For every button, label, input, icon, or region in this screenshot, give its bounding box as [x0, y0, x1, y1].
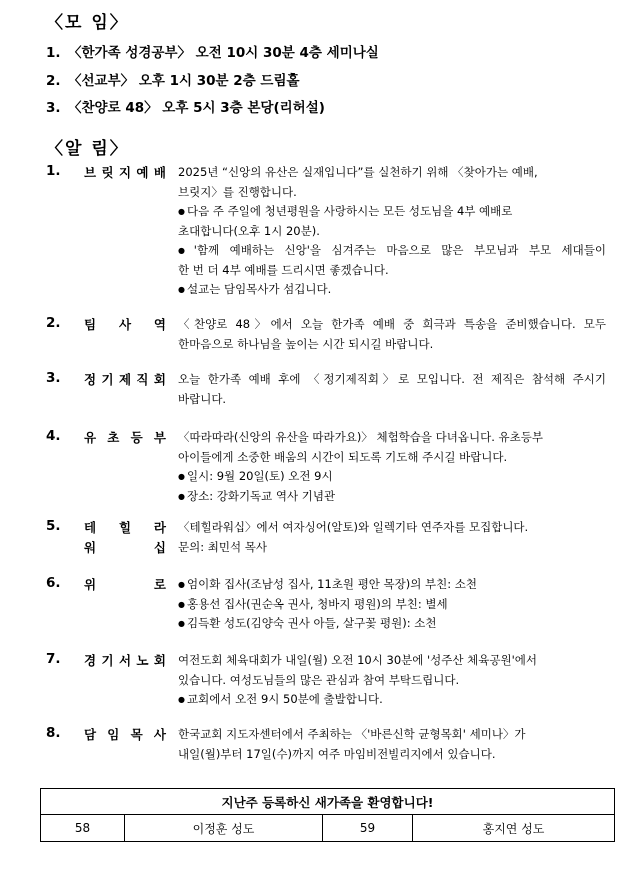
notice-number: 4.	[46, 428, 61, 444]
notice-bullet-line: ● 설교는 담임목사가 섬깁니다.	[178, 280, 606, 300]
meeting-item	[46, 41, 379, 61]
label-char: 기	[101, 653, 114, 668]
notice-bullet-line: ● 다음 주 주일에 청년평원을 사랑하시는 모든 성도님을 4부 예배로	[178, 202, 606, 222]
notice-label	[84, 315, 166, 333]
label-char: 회	[153, 653, 166, 668]
notice-line: 한 번 더 4부 예배를 드리시면 좋겠습니다.	[178, 262, 389, 277]
label-char: 노	[136, 653, 149, 668]
entry-number: 58	[41, 815, 125, 842]
label-char: 경	[84, 653, 97, 668]
notice-line: 한국교회 지도자센터에서 주최하는 〈'바른신학 균형목회' 세미나〉가	[178, 727, 526, 741]
entry-name: 이정훈 성도	[125, 815, 323, 842]
notice-bullet-line: ● 엄이화 집사(조남성 집사, 11초원 평안 목장)의 부친: 소천	[178, 575, 606, 595]
label-char: 서	[118, 653, 132, 668]
notice-bullet-line: ● 교회에서 오전 9시 50분에 출발합니다.	[178, 690, 606, 710]
new-family-table	[40, 788, 615, 842]
notice-body	[178, 651, 606, 710]
notice-body	[178, 575, 606, 634]
notice-number: 5.	[46, 518, 61, 534]
notice-item-senior-pastor	[46, 725, 606, 765]
entry-name: 홍지연 성도	[413, 815, 615, 842]
new-family-heading: 지난주 등록하신 새가족을 환영합니다!	[41, 789, 615, 815]
notice-line: 오늘 한가족 예배 후에 〈정기제직회〉로 모입니다. 전 제직은 참석해 주시기	[178, 372, 606, 386]
notice-bullet-line: ● 일시: 9월 20일(토) 오전 9시	[178, 467, 606, 487]
meeting-item-text: 〈한가족 성경공부〉 오전 10시 30분 4층 세미나실	[68, 45, 379, 61]
notice-body	[178, 518, 606, 557]
label-char: 라	[153, 520, 166, 535]
notice-body	[178, 428, 606, 506]
label-char: 등	[130, 430, 143, 445]
notice-line: 2025년 “신앙의 유산은 실재입니다”를 실천하기 위해 〈찾아가는 예배,	[178, 165, 538, 179]
label-char: 목	[130, 727, 143, 742]
notice-number: 7.	[46, 651, 61, 667]
notice-item-officers-meeting	[46, 370, 606, 410]
notice-number: 1.	[46, 163, 61, 179]
label-char: 힐	[118, 520, 132, 535]
notice-bullet-line: ● 장소: 강화기독교 역사 기념관	[178, 487, 606, 507]
label-char: 팀	[84, 317, 97, 332]
notice-bullet-line: ● '함께 예배하는 신앙'을 심겨주는 마음으로 많은 부모님과 부모 세대들이	[178, 241, 606, 261]
meeting-item-number: 1.	[46, 45, 61, 61]
notice-bullet-line: ● 홍용선 집사(권순옥 권사, 청바지 평원)의 부친: 별세	[178, 595, 606, 615]
notice-body	[178, 315, 606, 354]
notice-line: 바랍니다.	[178, 391, 227, 406]
label-char: 담	[84, 727, 97, 742]
notice-body	[178, 163, 606, 300]
notice-label-row	[84, 538, 166, 558]
label-char: 역	[153, 317, 166, 332]
notice-item-children-dept	[46, 428, 606, 508]
label-char: 회	[153, 372, 166, 387]
notice-number: 8.	[46, 725, 61, 741]
label-char: 위	[84, 577, 97, 592]
notice-label	[84, 428, 166, 446]
label-char: 사	[118, 317, 132, 332]
notice-line: 〈테힐라워십〉에서 여자싱어(알토)와 일렉기타 연주자를 모집합니다.	[178, 520, 529, 534]
label-char: 워	[84, 540, 97, 555]
notice-line: 〈찬양로 48〉에서 오늘 한가족 예배 중 희극과 특송을 준비했습니다. 모두	[178, 317, 606, 331]
notice-bullet-line: ● 김득환 성도(김양숙 권사 아들, 살구꽃 평원): 소천	[178, 614, 606, 634]
notice-line: 브릿지〉를 진행합니다.	[178, 184, 297, 199]
notice-number: 6.	[46, 575, 61, 591]
label-char: 기	[101, 372, 114, 387]
notice-label	[84, 651, 166, 669]
label-char: 로	[153, 577, 166, 592]
label-char: 사	[153, 727, 166, 742]
notice-label-row	[84, 518, 166, 538]
notice-line: 초대합니다(오후 1시 20분).	[178, 223, 320, 238]
label-char: 예	[136, 165, 149, 180]
notice-line: 문의: 최민석 목사	[178, 539, 267, 554]
label-char: 유	[84, 430, 97, 445]
label-char: 부	[153, 430, 166, 445]
notice-line: 아이들에게 소중한 배움의 시간이 되도록 기도해 주시길 바랍니다.	[178, 449, 508, 464]
label-char: 지	[118, 165, 132, 180]
notice-label	[84, 518, 166, 558]
label-char: 초	[107, 430, 120, 445]
notice-line: 있습니다. 여성도님들의 많은 관심과 참여 부탁드립니다.	[178, 672, 460, 687]
meeting-item-number: 2.	[46, 73, 61, 89]
notice-item-team-ministry	[46, 315, 606, 355]
meeting-item-text: 〈선교부〉 오후 1시 30분 2층 드림홀	[68, 73, 300, 89]
notice-item-tehillah-worship	[46, 518, 606, 558]
meeting-item	[46, 69, 300, 89]
notices-section-title: 〈알 림〉	[46, 139, 129, 159]
notice-label	[84, 370, 166, 388]
label-char: 직	[136, 372, 149, 387]
label-char: 십	[153, 540, 166, 555]
notice-label	[84, 163, 166, 181]
meeting-item-text: 〈찬양로 48〉 오후 5시 3층 본당(리허설)	[68, 100, 325, 116]
notice-item-presbytery	[46, 651, 606, 711]
notice-line: 내일(월)부터 17일(수)까지 여주 마임비전빌리지에서 있습니다.	[178, 746, 496, 761]
label-char: 브	[84, 165, 97, 180]
notice-item-bridge-worship	[46, 163, 606, 296]
notice-line: 여전도회 체육대회가 내일(월) 오전 10시 30분에 '성주산 체육공원'에서	[178, 653, 537, 667]
label-char: 정	[84, 372, 97, 387]
meeting-item	[46, 96, 325, 116]
notice-body	[178, 725, 606, 764]
notice-line: 한마음으로 하나님을 높이는 시간 되시길 바랍니다.	[178, 336, 434, 351]
label-char: 임	[107, 727, 120, 742]
notice-line: 〈따라따라(신앙의 유산을 따라가요)〉 체험학습을 다녀옵니다. 유초등부	[178, 430, 543, 444]
label-char: 제	[118, 372, 132, 387]
entry-number: 59	[323, 815, 413, 842]
notice-label	[84, 725, 166, 743]
label-char: 테	[84, 520, 97, 535]
notice-number: 2.	[46, 315, 61, 331]
notice-number: 3.	[46, 370, 61, 386]
notice-label	[84, 575, 166, 593]
notice-body	[178, 370, 606, 409]
meeting-section-title: 〈모 임〉	[46, 13, 129, 33]
notice-item-condolence	[46, 575, 606, 635]
label-char: 릿	[101, 165, 114, 180]
label-char: 배	[153, 165, 166, 180]
table-row	[41, 815, 615, 842]
meeting-item-number: 3.	[46, 100, 61, 116]
new-family-table-header	[41, 789, 615, 815]
